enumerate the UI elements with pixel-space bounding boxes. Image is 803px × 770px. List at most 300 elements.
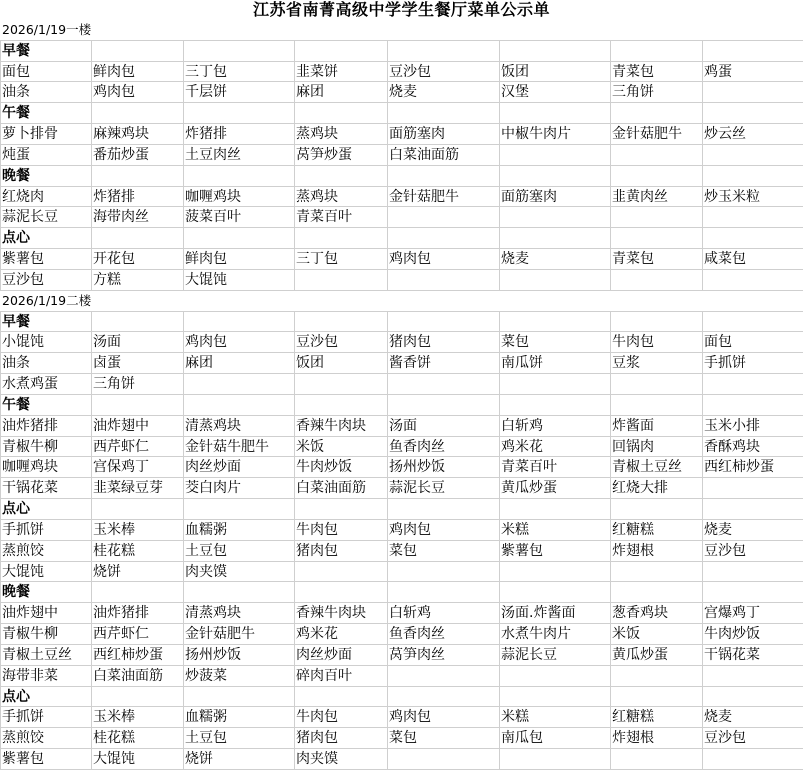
menu-item-cell: 干锅花菜 — [0, 478, 91, 498]
menu-item-cell: 宫保鸡丁 — [91, 457, 183, 477]
menu-item-cell: 玉米棒 — [91, 707, 183, 727]
menu-item-cell: 西芹虾仁 — [91, 624, 183, 644]
menu-item-cell: 米糕 — [499, 520, 610, 540]
empty-cell — [499, 562, 610, 582]
menu-item-cell: 干锅花菜 — [702, 645, 803, 665]
menu-item-cell: 饭团 — [294, 353, 387, 373]
empty-cell — [294, 499, 387, 519]
empty-cell — [387, 582, 499, 602]
menu-item-row — [0, 249, 803, 270]
menu-item-row — [0, 749, 803, 770]
menu-item-cell: 菜包 — [499, 332, 610, 352]
empty-cell — [499, 228, 610, 248]
menu-item-cell: 牛肉炒饭 — [294, 457, 387, 477]
empty-cell — [91, 166, 183, 186]
empty-cell — [610, 228, 702, 248]
menu-item-cell: 韭菜绿豆芽 — [91, 478, 183, 498]
menu-item-cell: 油炸翅中 — [0, 603, 91, 623]
menu-item-cell: 手抓饼 — [0, 520, 91, 540]
empty-cell — [387, 207, 499, 227]
empty-cell — [702, 499, 803, 519]
menu-item-cell: 米饭 — [610, 624, 702, 644]
menu-item-cell: 鲜肉包 — [183, 249, 294, 269]
menu-item-cell: 紫薯包 — [499, 541, 610, 561]
empty-cell — [183, 41, 294, 61]
menu-item-cell: 炒云丝 — [702, 124, 803, 144]
menu-item-cell: 青菜百叶 — [499, 457, 610, 477]
menu-item-cell: 三丁包 — [183, 62, 294, 82]
menu-item-cell: 韭菜饼 — [294, 62, 387, 82]
menu-item-cell: 白斩鸡 — [387, 603, 499, 623]
menu-item-cell: 油条 — [0, 82, 91, 102]
menu-item-cell: 三角饼 — [610, 82, 702, 102]
empty-cell — [499, 103, 610, 123]
menu-item-cell: 鸡蛋 — [702, 62, 803, 82]
menu-item-cell: 油炸猪排 — [0, 416, 91, 436]
empty-cell — [499, 749, 610, 769]
date-floor-label: 2026/1/19二楼 — [2, 292, 92, 308]
menu-item-cell: 烧饼 — [91, 562, 183, 582]
menu-item-cell: 青椒牛柳 — [0, 437, 91, 457]
menu-item-cell: 烧麦 — [702, 520, 803, 540]
menu-item-cell: 烧麦 — [499, 249, 610, 269]
empty-cell — [294, 312, 387, 332]
menu-item-row — [0, 478, 803, 499]
empty-cell — [183, 103, 294, 123]
menu-item-row — [0, 707, 803, 728]
menu-item-cell: 蒸鸡块 — [294, 124, 387, 144]
empty-cell — [183, 166, 294, 186]
menu-item-cell: 宫爆鸡丁 — [702, 603, 803, 623]
empty-cell — [499, 166, 610, 186]
menu-item-cell: 炒玉米粒 — [702, 187, 803, 207]
menu-item-cell: 咸菜包 — [702, 249, 803, 269]
menu-item-cell: 碎肉百叶 — [294, 666, 387, 686]
empty-cell — [702, 749, 803, 769]
menu-item-cell: 方糕 — [91, 270, 183, 290]
menu-item-cell: 咖喱鸡块 — [183, 187, 294, 207]
menu-item-cell: 西红柿炒蛋 — [702, 457, 803, 477]
menu-item-row — [0, 562, 803, 583]
meal-section-row — [0, 395, 803, 416]
menu-item-cell: 大馄饨 — [0, 562, 91, 582]
menu-item-cell: 玉米小排 — [702, 416, 803, 436]
menu-item-cell: 牛肉炒饭 — [702, 624, 803, 644]
empty-cell — [387, 562, 499, 582]
empty-cell — [702, 687, 803, 707]
menu-item-cell: 手抓饼 — [0, 707, 91, 727]
empty-cell — [91, 41, 183, 61]
empty-cell — [387, 270, 499, 290]
empty-cell — [294, 687, 387, 707]
empty-cell — [499, 41, 610, 61]
menu-item-cell: 扬州炒饭 — [387, 457, 499, 477]
empty-cell — [91, 687, 183, 707]
menu-item-cell: 香辣牛肉块 — [294, 603, 387, 623]
menu-item-cell: 金针菇牛肥牛 — [183, 437, 294, 457]
menu-item-cell: 汉堡 — [499, 82, 610, 102]
menu-item-row — [0, 374, 803, 395]
empty-cell — [499, 145, 610, 165]
menu-item-cell: 炸翅根 — [610, 728, 702, 748]
meal-section-row — [0, 499, 803, 520]
date-floor-header-row — [0, 291, 803, 312]
menu-item-cell: 扬州炒饭 — [183, 645, 294, 665]
menu-item-cell: 葱香鸡块 — [610, 603, 702, 623]
menu-item-cell: 鸡肉包 — [91, 82, 183, 102]
menu-item-row — [0, 62, 803, 83]
menu-item-cell: 桂花糕 — [91, 728, 183, 748]
menu-item-cell: 青菜百叶 — [294, 207, 387, 227]
empty-cell — [387, 395, 499, 415]
menu-item-cell: 豆沙包 — [702, 541, 803, 561]
empty-cell — [183, 499, 294, 519]
empty-cell — [610, 582, 702, 602]
empty-cell — [91, 312, 183, 332]
menu-item-cell: 青菜包 — [610, 62, 702, 82]
menu-item-cell: 汤面.炸酱面 — [499, 603, 610, 623]
empty-cell — [91, 228, 183, 248]
menu-item-cell: 水煮牛肉片 — [499, 624, 610, 644]
empty-cell — [387, 228, 499, 248]
empty-cell — [387, 749, 499, 769]
menu-item-row — [0, 624, 803, 645]
menu-item-cell: 蒸煎饺 — [0, 728, 91, 748]
menu-item-row — [0, 416, 803, 437]
menu-item-cell: 肉丝炒面 — [183, 457, 294, 477]
menu-item-cell: 鸡肉包 — [387, 707, 499, 727]
menu-item-cell: 猪肉包 — [294, 541, 387, 561]
empty-cell — [610, 312, 702, 332]
empty-cell — [702, 562, 803, 582]
menu-item-cell: 菠菜百叶 — [183, 207, 294, 227]
menu-item-cell: 三角饼 — [91, 374, 183, 394]
menu-item-cell: 鸡肉包 — [183, 332, 294, 352]
menu-item-cell: 回锅肉 — [610, 437, 702, 457]
menu-item-cell: 中椒牛肉片 — [499, 124, 610, 144]
empty-cell — [499, 270, 610, 290]
menu-item-cell: 油条 — [0, 353, 91, 373]
empty-cell — [610, 103, 702, 123]
menu-item-cell: 大馄饨 — [91, 749, 183, 769]
menu-item-cell: 鸡米花 — [499, 437, 610, 457]
empty-cell — [499, 687, 610, 707]
menu-item-cell: 白菜油面筋 — [91, 666, 183, 686]
menu-item-cell: 紫薯包 — [0, 749, 91, 769]
empty-cell — [610, 562, 702, 582]
menu-item-cell: 牛肉包 — [610, 332, 702, 352]
menu-item-cell: 豆沙包 — [387, 62, 499, 82]
empty-cell — [702, 228, 803, 248]
menu-item-cell: 土豆肉丝 — [183, 145, 294, 165]
meal-section-label: 午餐 — [0, 395, 91, 415]
empty-cell — [702, 270, 803, 290]
menu-item-cell: 西芹虾仁 — [91, 437, 183, 457]
menu-item-cell: 菜包 — [387, 541, 499, 561]
menu-item-cell: 茭白肉片 — [183, 478, 294, 498]
empty-cell — [387, 103, 499, 123]
menu-item-cell: 肉丝炒面 — [294, 645, 387, 665]
meal-section-label: 晚餐 — [0, 166, 91, 186]
empty-cell — [610, 499, 702, 519]
empty-cell — [294, 395, 387, 415]
meal-section-row — [0, 312, 803, 333]
empty-cell — [183, 395, 294, 415]
empty-cell — [294, 582, 387, 602]
empty-cell — [183, 312, 294, 332]
menu-item-cell: 大馄饨 — [183, 270, 294, 290]
empty-cell — [387, 41, 499, 61]
menu-item-cell: 烧麦 — [387, 82, 499, 102]
empty-cell — [294, 562, 387, 582]
menu-item-cell: 蒜泥长豆 — [499, 645, 610, 665]
menu-item-row — [0, 353, 803, 374]
menu-item-cell: 红烧大排 — [610, 478, 702, 498]
menu-item-cell: 水煮鸡蛋 — [0, 374, 91, 394]
meal-section-row — [0, 687, 803, 708]
menu-item-cell: 猪肉包 — [387, 332, 499, 352]
menu-item-cell: 金针菇肥牛 — [183, 624, 294, 644]
menu-item-cell: 白斩鸡 — [499, 416, 610, 436]
menu-item-cell: 清蒸鸡块 — [183, 603, 294, 623]
menu-item-cell: 炒菠菜 — [183, 666, 294, 686]
meal-section-label: 点心 — [0, 687, 91, 707]
menu-item-cell: 汤面 — [387, 416, 499, 436]
menu-item-cell: 土豆包 — [183, 541, 294, 561]
menu-item-cell: 青椒土豆丝 — [0, 645, 91, 665]
menu-item-cell: 白菜油面筋 — [294, 478, 387, 498]
empty-cell — [387, 666, 499, 686]
empty-cell — [91, 395, 183, 415]
menu-item-cell: 南瓜包 — [499, 728, 610, 748]
menu-item-cell: 紫薯包 — [0, 249, 91, 269]
menu-item-cell: 米糕 — [499, 707, 610, 727]
page-title: 江苏省南菁高级中学学生餐厅菜单公示单 — [252, 0, 550, 19]
menu-item-cell: 油炸翅中 — [91, 416, 183, 436]
empty-cell — [702, 478, 803, 498]
empty-cell — [294, 103, 387, 123]
menu-item-cell: 菜包 — [387, 728, 499, 748]
menu-item-cell: 饭团 — [499, 62, 610, 82]
menu-item-row — [0, 603, 803, 624]
menu-item-cell: 韭黄肉丝 — [610, 187, 702, 207]
menu-item-row — [0, 645, 803, 666]
menu-item-cell: 蒸煎饺 — [0, 541, 91, 561]
empty-cell — [702, 145, 803, 165]
empty-cell — [610, 749, 702, 769]
menu-item-row — [0, 332, 803, 353]
empty-cell — [91, 499, 183, 519]
menu-item-cell: 手抓饼 — [702, 353, 803, 373]
menu-item-cell: 烧饼 — [183, 749, 294, 769]
empty-cell — [387, 499, 499, 519]
menu-item-cell: 金针菇肥牛 — [387, 187, 499, 207]
menu-item-cell: 南瓜饼 — [499, 353, 610, 373]
menu-item-cell: 金针菇肥牛 — [610, 124, 702, 144]
meal-section-label: 晚餐 — [0, 582, 91, 602]
menu-item-cell: 猪肉包 — [294, 728, 387, 748]
empty-cell — [702, 312, 803, 332]
empty-cell — [610, 687, 702, 707]
menu-item-cell: 豆浆 — [610, 353, 702, 373]
menu-item-row — [0, 270, 803, 291]
menu-item-cell: 炸翅根 — [610, 541, 702, 561]
menu-item-cell: 血糯粥 — [183, 707, 294, 727]
menu-item-cell: 青菜包 — [610, 249, 702, 269]
meal-section-row — [0, 582, 803, 603]
menu-item-cell: 牛肉包 — [294, 520, 387, 540]
empty-cell — [294, 228, 387, 248]
empty-cell — [702, 166, 803, 186]
meal-section-row — [0, 41, 803, 62]
menu-item-row — [0, 666, 803, 687]
menu-item-cell: 黄瓜炒蛋 — [499, 478, 610, 498]
empty-cell — [499, 374, 610, 394]
menu-item-cell: 番茄炒蛋 — [91, 145, 183, 165]
empty-cell — [499, 207, 610, 227]
menu-item-cell: 萝卜排骨 — [0, 124, 91, 144]
menu-item-cell: 汤面 — [91, 332, 183, 352]
meal-section-label: 点心 — [0, 228, 91, 248]
menu-item-cell: 红糖糕 — [610, 520, 702, 540]
empty-cell — [610, 374, 702, 394]
menu-item-row — [0, 187, 803, 208]
menu-item-cell: 千层饼 — [183, 82, 294, 102]
menu-item-row — [0, 437, 803, 458]
empty-cell — [499, 499, 610, 519]
menu-item-cell: 鲜肉包 — [91, 62, 183, 82]
menu-item-cell: 清蒸鸡块 — [183, 416, 294, 436]
menu-item-cell: 麻团 — [183, 353, 294, 373]
menu-item-cell: 莴笋炒蛋 — [294, 145, 387, 165]
menu-item-cell: 麻辣鸡块 — [91, 124, 183, 144]
date-floor-header-row — [0, 20, 803, 41]
menu-item-cell: 米饭 — [294, 437, 387, 457]
empty-cell — [183, 228, 294, 248]
menu-item-cell: 香辣牛肉块 — [294, 416, 387, 436]
menu-item-cell: 莴笋肉丝 — [387, 645, 499, 665]
meal-section-label: 午餐 — [0, 103, 91, 123]
menu-item-cell: 咖喱鸡块 — [0, 457, 91, 477]
menu-item-row — [0, 520, 803, 541]
menu-item-row — [0, 82, 803, 103]
menu-item-cell: 炸猪排 — [91, 187, 183, 207]
menu-item-cell: 黄瓜炒蛋 — [610, 645, 702, 665]
menu-item-cell: 炸猪排 — [183, 124, 294, 144]
menu-item-cell: 小馄饨 — [0, 332, 91, 352]
menu-item-cell: 蒜泥长豆 — [387, 478, 499, 498]
empty-cell — [499, 312, 610, 332]
menu-item-cell: 肉夹馍 — [183, 562, 294, 582]
meal-section-row — [0, 166, 803, 187]
meal-section-label: 早餐 — [0, 41, 91, 61]
empty-cell — [499, 582, 610, 602]
menu-item-cell: 面筋塞肉 — [387, 124, 499, 144]
menu-item-cell: 红糖糕 — [610, 707, 702, 727]
menu-item-cell: 肉夹馍 — [294, 749, 387, 769]
menu-item-cell: 麻团 — [294, 82, 387, 102]
empty-cell — [387, 687, 499, 707]
empty-cell — [610, 270, 702, 290]
meal-section-label: 点心 — [0, 499, 91, 519]
menu-item-cell: 鸡肉包 — [387, 249, 499, 269]
menu-item-cell: 海带肉丝 — [91, 207, 183, 227]
menu-item-cell: 蒸鸡块 — [294, 187, 387, 207]
empty-cell — [294, 270, 387, 290]
menu-item-cell: 鸡肉包 — [387, 520, 499, 540]
menu-item-cell: 蒜泥长豆 — [0, 207, 91, 227]
menu-item-cell: 鱼香肉丝 — [387, 624, 499, 644]
menu-item-cell: 牛肉包 — [294, 707, 387, 727]
menu-item-cell: 海带非菜 — [0, 666, 91, 686]
menu-item-cell: 青椒土豆丝 — [610, 457, 702, 477]
menu-item-row — [0, 457, 803, 478]
empty-cell — [610, 41, 702, 61]
empty-cell — [183, 687, 294, 707]
menu-item-row — [0, 541, 803, 562]
empty-cell — [499, 666, 610, 686]
menu-item-cell: 卤蛋 — [91, 353, 183, 373]
menu-item-cell: 豆沙包 — [702, 728, 803, 748]
empty-cell — [294, 166, 387, 186]
menu-table — [0, 20, 803, 770]
empty-cell — [702, 207, 803, 227]
empty-cell — [702, 666, 803, 686]
menu-item-cell: 桂花糕 — [91, 541, 183, 561]
meal-section-row — [0, 103, 803, 124]
empty-cell — [294, 41, 387, 61]
empty-cell — [702, 103, 803, 123]
menu-item-row — [0, 145, 803, 166]
menu-item-cell: 玉米棒 — [91, 520, 183, 540]
menu-item-cell: 酱香饼 — [387, 353, 499, 373]
menu-item-cell: 炸酱面 — [610, 416, 702, 436]
date-floor-label: 2026/1/19一楼 — [2, 22, 92, 37]
menu-item-cell: 土豆包 — [183, 728, 294, 748]
empty-cell — [610, 145, 702, 165]
menu-item-cell: 面筋塞肉 — [499, 187, 610, 207]
menu-item-cell: 白菜油面筋 — [387, 145, 499, 165]
empty-cell — [610, 166, 702, 186]
empty-cell — [499, 395, 610, 415]
menu-item-cell: 三丁包 — [294, 249, 387, 269]
menu-item-cell: 香酥鸡块 — [702, 437, 803, 457]
menu-item-cell: 炖蛋 — [0, 145, 91, 165]
empty-cell — [387, 166, 499, 186]
empty-cell — [183, 582, 294, 602]
meal-section-row — [0, 228, 803, 249]
empty-cell — [91, 103, 183, 123]
menu-item-cell: 面包 — [702, 332, 803, 352]
menu-item-cell: 豆沙包 — [294, 332, 387, 352]
menu-item-row — [0, 124, 803, 145]
empty-cell — [183, 374, 294, 394]
empty-cell — [702, 82, 803, 102]
menu-item-cell: 鱼香肉丝 — [387, 437, 499, 457]
menu-item-cell: 青椒牛柳 — [0, 624, 91, 644]
empty-cell — [610, 395, 702, 415]
empty-cell — [702, 374, 803, 394]
empty-cell — [91, 582, 183, 602]
empty-cell — [702, 582, 803, 602]
empty-cell — [387, 312, 499, 332]
menu-item-cell: 红烧肉 — [0, 187, 91, 207]
menu-item-cell: 鸡米花 — [294, 624, 387, 644]
menu-item-cell: 血糯粥 — [183, 520, 294, 540]
meal-section-label: 早餐 — [0, 312, 91, 332]
menu-item-row — [0, 728, 803, 749]
menu-item-cell: 油炸猪排 — [91, 603, 183, 623]
